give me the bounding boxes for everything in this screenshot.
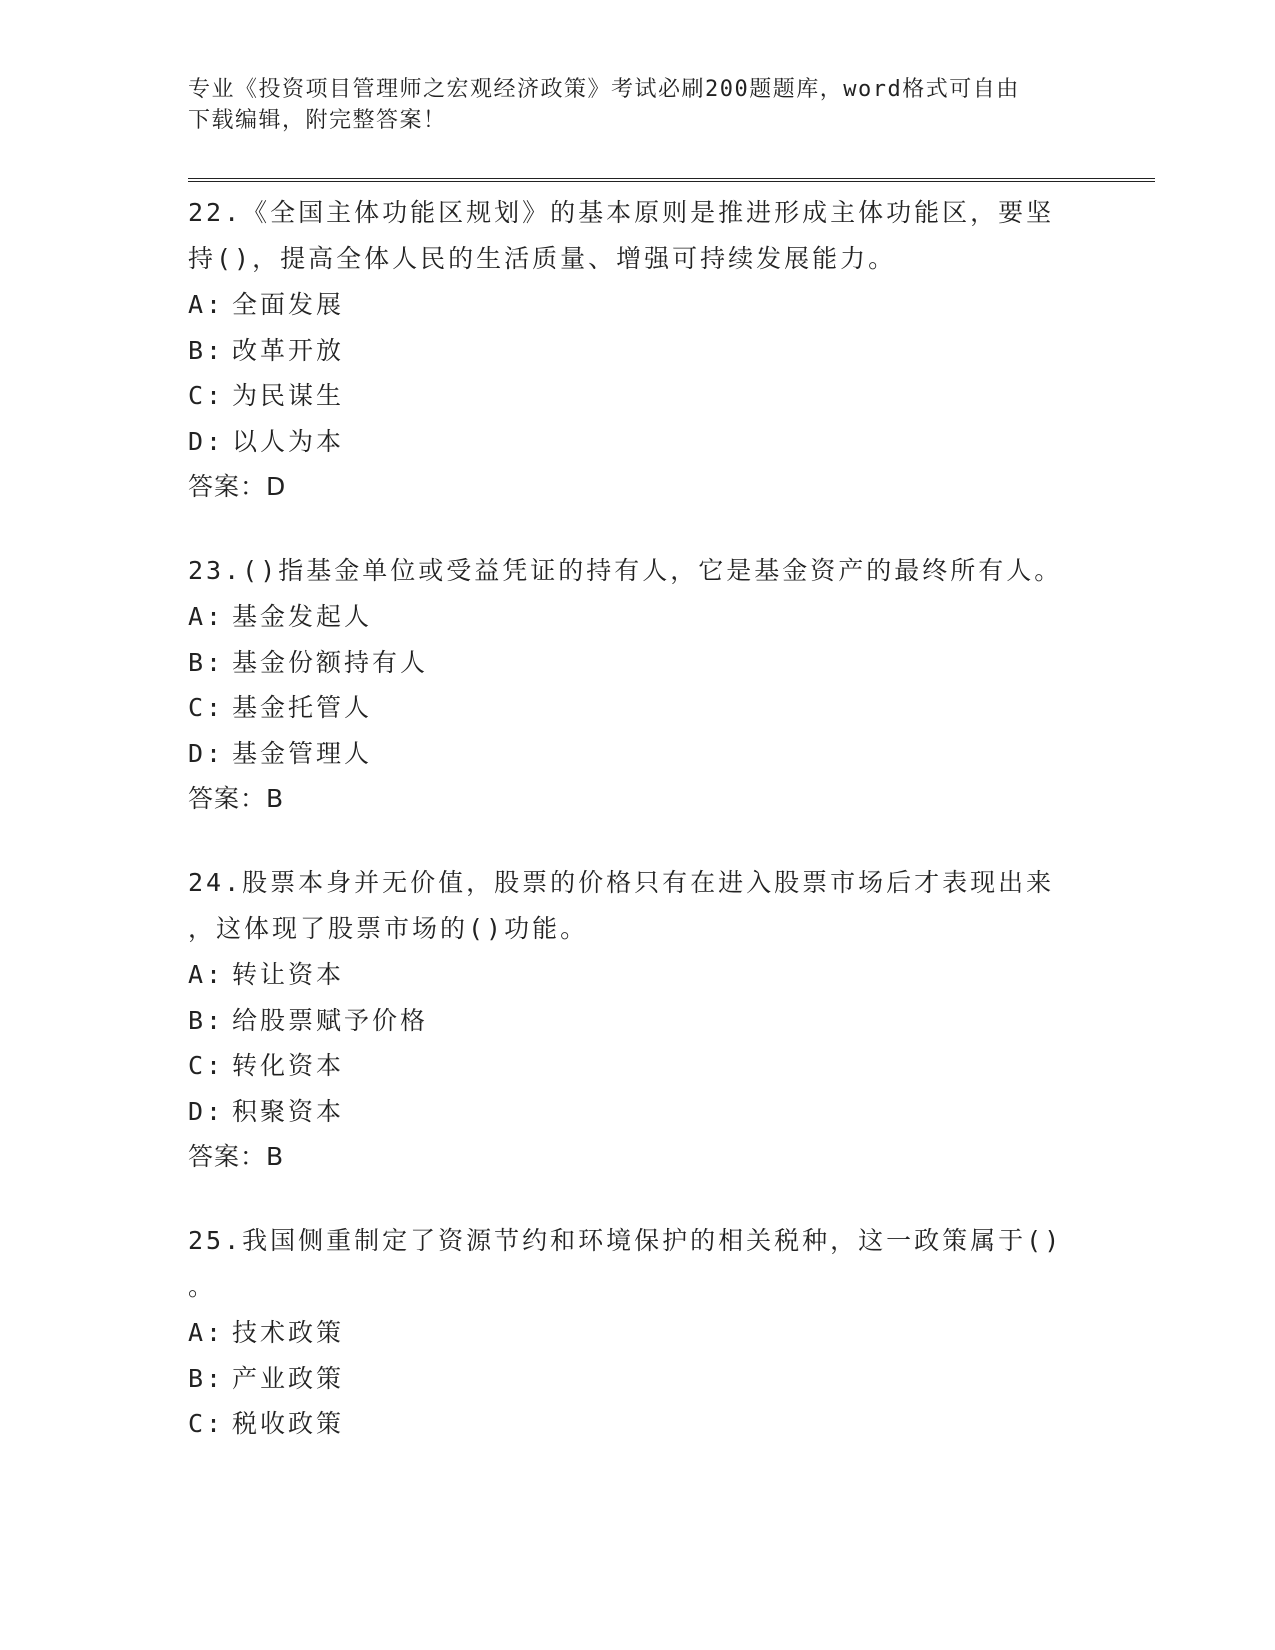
question-25 [188, 1218, 1088, 1447]
option-key: C: [188, 381, 225, 410]
option-key: C: [188, 1409, 225, 1438]
answer-label: 答案： [188, 472, 267, 501]
option-key: C: [188, 1051, 225, 1080]
answer-value: B [266, 784, 285, 813]
option-text: 基金托管人 [232, 693, 373, 722]
answer-line [188, 1134, 1088, 1180]
option-text: 改革开放 [232, 335, 345, 365]
option-key: B: [188, 335, 225, 365]
option-d [188, 1089, 1088, 1135]
question-23 [188, 548, 1088, 822]
header-divider [188, 178, 1155, 182]
option-b [188, 328, 1088, 374]
option-c [188, 685, 1088, 731]
option-text: 技术政策 [232, 1318, 345, 1347]
option-text: 税收政策 [232, 1409, 345, 1438]
option-text: 转化资本 [232, 1051, 345, 1080]
option-key: A: [188, 290, 225, 319]
option-d [188, 419, 1088, 465]
question-stem-line: 持()，提高全体人民的生活质量、增强可持续发展能力。 [188, 244, 897, 273]
option-c [188, 1401, 1088, 1447]
option-key: B: [188, 647, 225, 677]
answer-line [188, 464, 1088, 510]
option-key: D: [188, 426, 225, 456]
answer-line [188, 776, 1088, 822]
question-stem-line: 25.我国侧重制定了资源节约和环境保护的相关税种，这一政策属于() [188, 1226, 1063, 1255]
answer-value: D [266, 472, 287, 501]
question-stem-line: 。 [188, 1272, 217, 1301]
question-stem-line: ，这体现了股票市场的()功能。 [188, 914, 589, 943]
option-text: 基金管理人 [232, 738, 373, 768]
option-a [188, 282, 1088, 328]
option-b [188, 1356, 1088, 1402]
option-key: C: [188, 693, 225, 722]
option-text: 基金发起人 [232, 602, 373, 631]
question-stem-line: 22.《全国主体功能区规划》的基本原则是推进形成主体功能区，要坚 [188, 198, 1055, 227]
option-key: A: [188, 1318, 225, 1347]
option-text: 积聚资本 [232, 1096, 345, 1126]
answer-label: 答案： [188, 784, 267, 813]
option-b [188, 640, 1088, 686]
option-key: D: [188, 738, 225, 768]
option-c [188, 1043, 1088, 1089]
question-24 [188, 860, 1088, 1180]
answer-value: B [266, 1142, 285, 1171]
option-text: 以人为本 [232, 426, 345, 456]
option-text: 产业政策 [232, 1363, 345, 1393]
question-list [188, 190, 1088, 1485]
answer-label: 答案： [188, 1142, 267, 1171]
header-line-1: 专业《投资项目管理师之宏观经济政策》考试必刷200题题库，word格式可自由 [188, 77, 1020, 102]
option-a [188, 1310, 1088, 1356]
question-stem-line: 23.()指基金单位或受益凭证的持有人，它是基金资产的最终所有人。 [188, 556, 1063, 585]
option-key: A: [188, 602, 225, 631]
question-22 [188, 190, 1088, 510]
option-key: B: [188, 1005, 225, 1035]
option-a [188, 952, 1088, 998]
question-stem-line: 24.股票本身并无价值，股票的价格只有在进入股票市场后才表现出来 [188, 868, 1055, 897]
option-text: 转让资本 [232, 960, 345, 989]
option-c [188, 373, 1088, 419]
header-line-2: 下载编辑，附完整答案！ [188, 108, 447, 133]
option-text: 为民谋生 [232, 381, 345, 410]
option-key: A: [188, 960, 225, 989]
document-header [188, 74, 1068, 136]
option-text: 基金份额持有人 [232, 647, 429, 677]
option-key: B: [188, 1363, 225, 1393]
option-text: 全面发展 [232, 290, 345, 319]
option-d [188, 731, 1088, 777]
option-a [188, 594, 1088, 640]
option-key: D: [188, 1096, 225, 1126]
option-text: 给股票赋予价格 [232, 1005, 429, 1035]
option-b [188, 998, 1088, 1044]
